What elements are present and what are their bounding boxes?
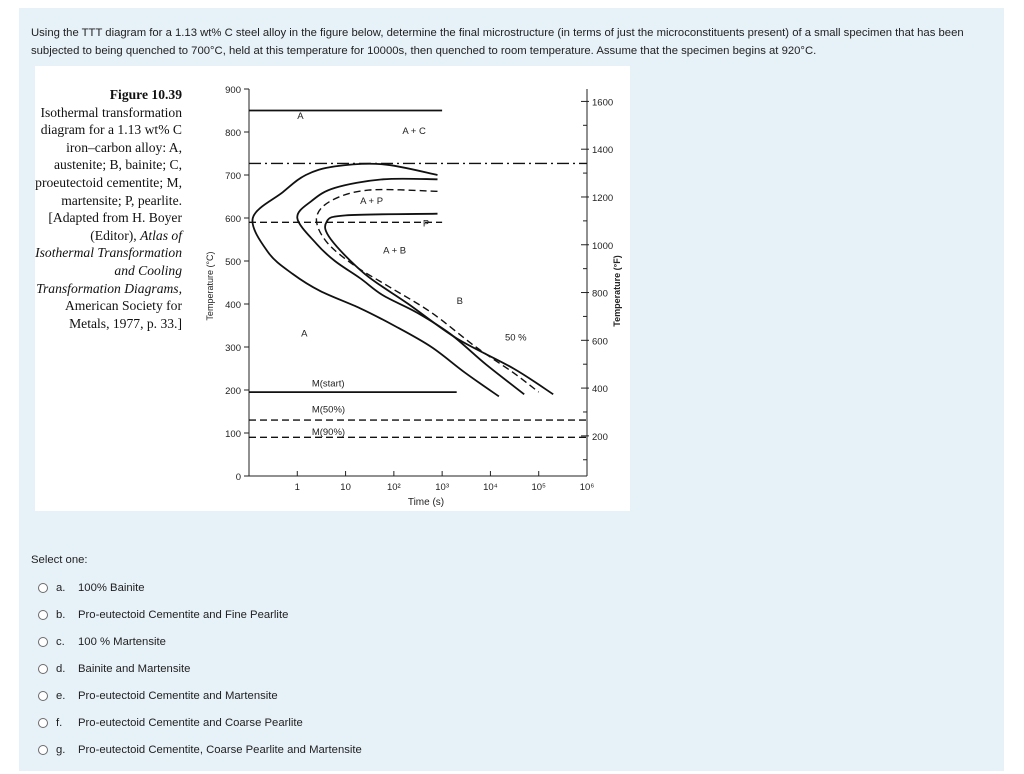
x-tick-label: 10³ xyxy=(435,482,450,493)
x-tick-label: 10⁴ xyxy=(483,482,498,493)
y-tick-label: 300 xyxy=(225,343,241,354)
ttt-chart xyxy=(35,66,630,511)
answer-option[interactable] xyxy=(38,574,362,601)
chart-annotation: 50 % xyxy=(504,332,527,344)
ttt-figure xyxy=(35,66,630,511)
caption-tail: American Society for Metals, 1977, p. 33.] xyxy=(64,298,182,331)
radio-button[interactable] xyxy=(38,637,48,647)
series-line xyxy=(325,214,553,395)
y2-axis-label: Temperature (°F) xyxy=(612,255,622,327)
answer-option[interactable] xyxy=(38,682,362,709)
y-axis-label: Temperature (°C) xyxy=(205,251,215,321)
select-one-label: Select one: xyxy=(31,554,88,566)
y2-tick-label: 800 xyxy=(592,288,608,300)
answer-options xyxy=(38,574,362,763)
y2-tick-label: 600 xyxy=(592,336,608,348)
option-text: Bainite and Martensite xyxy=(78,662,191,675)
y2-tick-label: 1600 xyxy=(592,97,614,109)
y2-tick-label: 1200 xyxy=(592,192,614,204)
chart-annotation: A xyxy=(297,111,304,123)
radio-button[interactable] xyxy=(38,610,48,620)
radio-button[interactable] xyxy=(38,745,48,755)
caption-title: Figure 10.39 xyxy=(109,87,182,102)
series-line xyxy=(297,179,524,395)
option-letter: d. xyxy=(56,662,66,675)
radio-button[interactable] xyxy=(38,664,48,674)
y-tick-label: 600 xyxy=(225,214,241,225)
option-letter: c. xyxy=(56,635,65,648)
chart-annotation: M(start) xyxy=(311,378,345,390)
answer-option[interactable] xyxy=(38,709,362,736)
chart-annotation: A + C xyxy=(402,126,426,138)
caption-body: Isothermal transformation diagram for a 1.13 wt% C iron–carbon alloy: A, austenite; B, bainite; C, proeutectoid cementite; M, martensite; P, pearlite. [Adapted from H. Boyer (Editor), xyxy=(35,104,182,243)
y2-tick-label: 400 xyxy=(592,384,608,396)
option-text: Pro-eutectoid Cementite and Martensite xyxy=(78,689,278,702)
x-axis-label: Time (s) xyxy=(407,497,445,508)
option-letter: b. xyxy=(56,608,66,621)
chart-annotation: B xyxy=(456,296,464,307)
option-letter: f. xyxy=(56,716,63,729)
option-letter: e. xyxy=(56,689,66,702)
radio-button[interactable] xyxy=(38,718,48,728)
caption-italic: Atlas of Isothermal Transformation and Cooling Transformation Diagrams, xyxy=(35,227,182,296)
option-text: Pro-eutectoid Cementite, Coarse Pearlite and Martensite xyxy=(78,743,362,756)
question-text: Using the TTT diagram for a 1.13 wt% C steel alloy in the figure below, determine the final microstructure (in terms of just the microconstituents present) of a small specimen that has been subjected to being quenched to 700°C, held at this temperature for 10000s, then quenched to room temperature. Assume that the specimen begins at 920°C. xyxy=(31,27,964,57)
x-tick-label: 10⁵ xyxy=(531,482,546,493)
answer-option[interactable] xyxy=(38,628,362,655)
answer-option[interactable] xyxy=(38,601,362,628)
y2-tick-label: 1400 xyxy=(592,145,614,157)
y-tick-label: 900 xyxy=(225,85,241,96)
option-text: 100% Bainite xyxy=(78,581,145,594)
chart-annotation: M(90%) xyxy=(311,427,346,439)
chart-annotation: P xyxy=(422,218,430,230)
x-tick-label: 10⁶ xyxy=(579,482,595,493)
answer-option[interactable] xyxy=(38,655,362,682)
option-text: 100 % Martensite xyxy=(78,635,166,648)
x-tick-label: 10² xyxy=(386,482,401,493)
answer-option[interactable] xyxy=(38,736,362,763)
y-tick-label: 500 xyxy=(225,257,241,268)
chart-annotation: A + P xyxy=(360,196,384,208)
chart-annotation: A xyxy=(301,328,308,340)
option-text: Pro-eutectoid Cementite and Fine Pearlite xyxy=(78,608,289,621)
chart-annotation: M(50%) xyxy=(311,404,346,416)
y-tick-label: 100 xyxy=(225,429,241,440)
y-tick-label: 200 xyxy=(225,386,241,397)
x-tick-label: 1 xyxy=(294,482,300,493)
y-tick-label: 700 xyxy=(225,171,241,182)
y-tick-label: 0 xyxy=(235,472,241,483)
x-tick-label: 10 xyxy=(340,482,351,493)
y-tick-label: 800 xyxy=(225,128,241,139)
chart-annotation: A + B xyxy=(383,245,407,257)
question-panel xyxy=(19,8,1004,771)
y-tick-label: 400 xyxy=(225,300,241,311)
option-letter: a. xyxy=(56,581,66,594)
radio-button[interactable] xyxy=(38,583,48,593)
option-letter: g. xyxy=(56,743,66,756)
radio-button[interactable] xyxy=(38,691,48,701)
y2-tick-label: 1000 xyxy=(592,240,614,252)
y2-tick-label: 200 xyxy=(592,431,608,443)
option-text: Pro-eutectoid Cementite and Coarse Pearlite xyxy=(78,716,303,729)
